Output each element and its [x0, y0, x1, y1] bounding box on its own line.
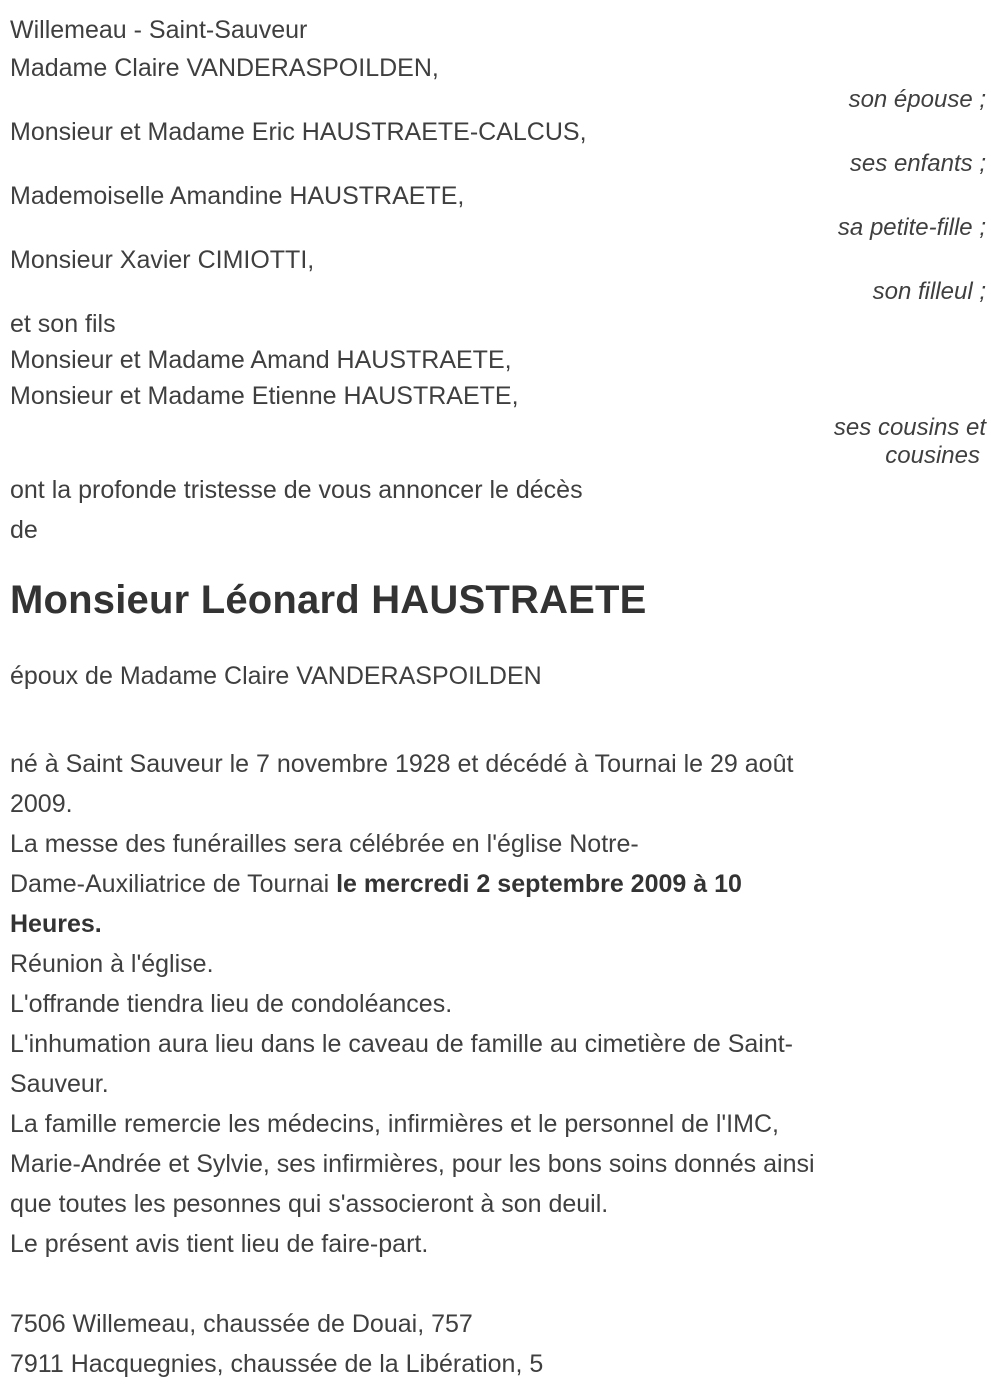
spouse-line: époux de Madame Claire VANDERASPOILDEN [10, 662, 542, 690]
notice-body [10, 744, 988, 1264]
relative-name: Monsieur et Madame Eric HAUSTRAETE-CALCUS, [10, 118, 587, 146]
relatives-group [10, 50, 988, 114]
body-text: que toutes les pesonnes qui s'associeront à son deuil. [10, 1190, 609, 1218]
body-text: La famille remercie les médecins, infirmières et le personnel de l'IMC, [10, 1110, 779, 1138]
address-line: 7911 Hacquegnies, chaussée de la Libération, 5 [10, 1350, 544, 1378]
body-text: L'inhumation aura lieu dans le caveau de famille au cimetière de Saint- [10, 1030, 794, 1058]
relative-name: et son fils [10, 310, 116, 338]
address-line: 7506 Willemeau, chaussée de Douai, 757 [10, 1310, 473, 1338]
body-text: Marie-Andrée et Sylvie, ses infirmières, pour les bons soins donnés ainsi [10, 1150, 815, 1178]
body-text-bold: Heures. [10, 910, 102, 938]
body-text: Sauveur. [10, 1070, 109, 1098]
relative-name: Monsieur et Madame Etienne HAUSTRAETE, [10, 382, 519, 410]
relative-name: Madame Claire VANDERASPOILDEN, [10, 54, 439, 82]
announcement-line: de [10, 516, 38, 544]
body-text: La messe des funérailles sera célébrée en l'église Notre- [10, 830, 639, 858]
announcement [10, 470, 988, 550]
relative-name: Monsieur et Madame Amand HAUSTRAETE, [10, 346, 512, 374]
body-line [10, 1064, 988, 1104]
body-line [10, 904, 988, 944]
body-line [10, 824, 988, 864]
relative-relation: son épouse ; [848, 86, 986, 113]
deceased-name-heading: Monsieur Léonard HAUSTRAETE [10, 578, 647, 622]
relative-relation: ses enfants ; [849, 150, 986, 177]
body-line [10, 984, 988, 1024]
body-text-bold: le mercredi 2 septembre 2009 à 10 [336, 870, 742, 898]
relative-relation: ses cousins et [833, 414, 986, 441]
relative-name: Monsieur Xavier CIMIOTTI, [10, 246, 315, 274]
body-line [10, 1024, 988, 1064]
relatives-group [10, 306, 988, 470]
body-text: Dame-Auxiliatrice de Tournai [10, 870, 337, 898]
relatives-group [10, 242, 988, 306]
location-line: Willemeau - Saint-Sauveur [10, 16, 308, 44]
addresses-block [10, 1304, 988, 1384]
body-line [10, 744, 988, 784]
body-text: L'offrande tiendra lieu de condoléances. [10, 990, 453, 1018]
body-line [10, 1144, 988, 1184]
relative-relation: cousines [885, 442, 980, 469]
relatives-group [10, 178, 988, 242]
body-text: Le présent avis tient lieu de faire-part. [10, 1230, 429, 1258]
relative-relation: sa petite-fille ; [837, 214, 986, 241]
body-text: Réunion à l'église. [10, 950, 214, 978]
body-text: né à Saint Sauveur le 7 novembre 1928 et décédé à Tournai le 29 août [10, 750, 794, 778]
body-line [10, 944, 988, 984]
relatives-group [10, 114, 988, 178]
relative-name: Mademoiselle Amandine HAUSTRAETE, [10, 182, 465, 210]
body-line [10, 864, 988, 904]
body-text: 2009. [10, 790, 73, 818]
relative-relation: son filleul ; [872, 278, 986, 305]
body-line [10, 1224, 988, 1264]
body-line [10, 1104, 988, 1144]
body-line [10, 1184, 988, 1224]
body-line [10, 784, 988, 824]
announcement-line: ont la profonde tristesse de vous annoncer le décès [10, 476, 583, 504]
